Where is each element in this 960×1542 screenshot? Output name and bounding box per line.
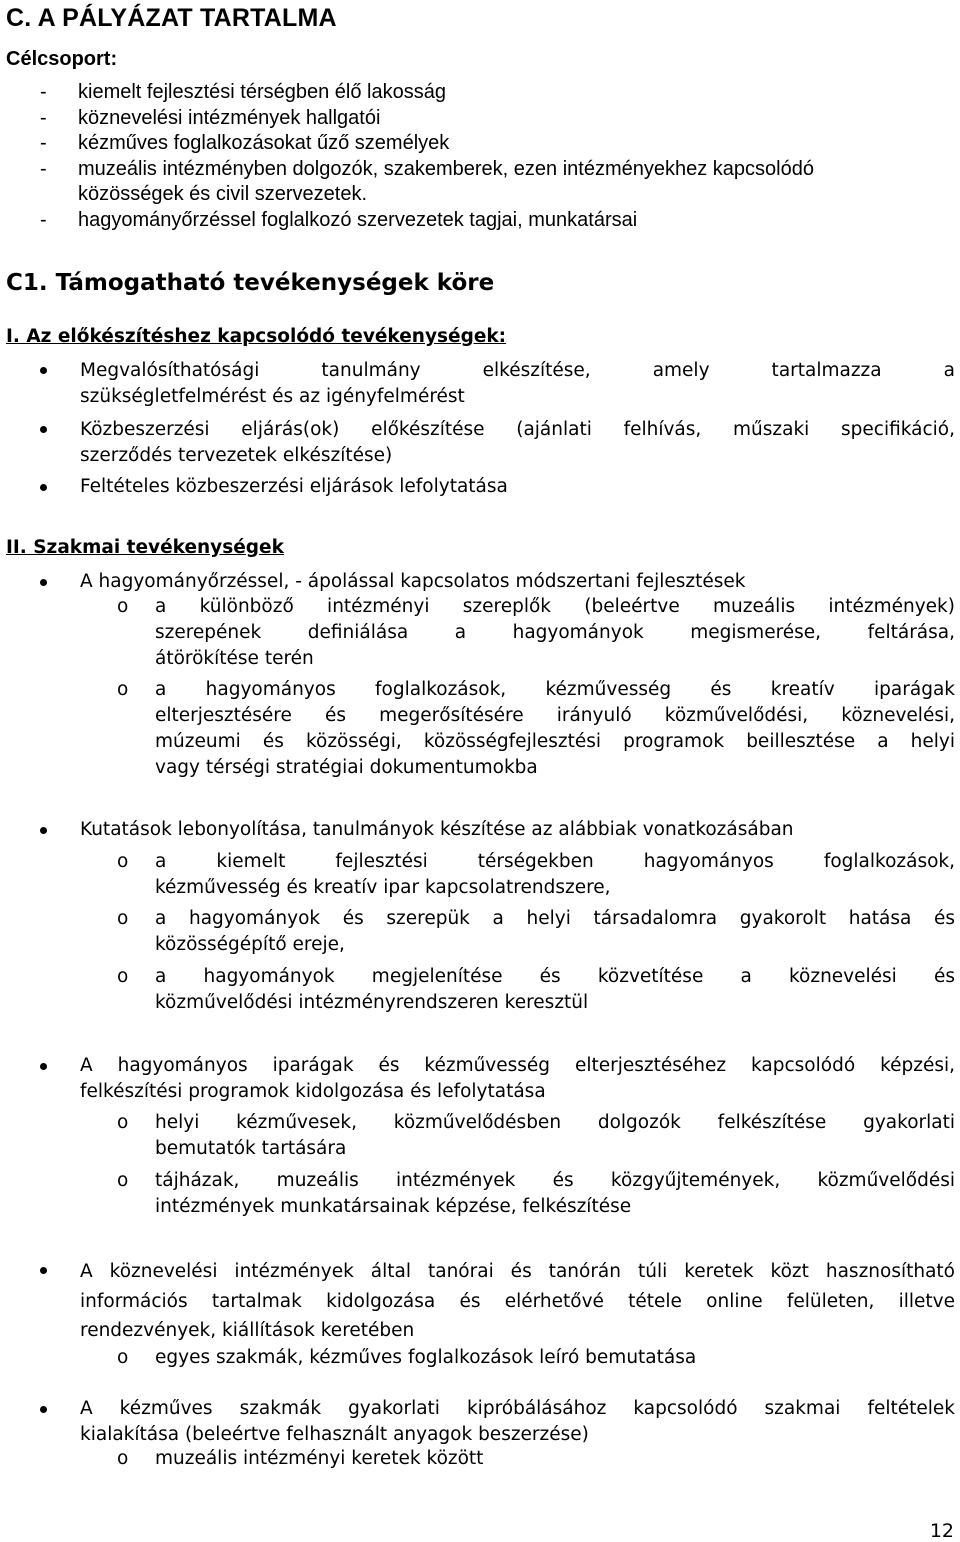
sub-bullet-marker: o	[117, 1347, 129, 1368]
target-group-label: Célcsoport:	[6, 48, 118, 70]
list-item-text: kiemelt fejlesztési térségben élő lakosság	[78, 81, 446, 103]
text-line: A hagyományos iparágak és kézművesség elterjesztéséhez kapcsolódó képzési,	[80, 1055, 955, 1076]
list-item-text: közösségek és civil szervezetek.	[78, 183, 368, 205]
section-2-title: II. Szakmai tevékenységek	[6, 537, 284, 558]
list-item	[40, 208, 960, 234]
text-line: A hagyományőrzéssel, - ápolással kapcsolatos módszertani fejlesztések	[80, 571, 746, 592]
text-line: intézmények munkatársainak képzése, felkészítése	[155, 1196, 632, 1217]
text-line: kézművesség és kreatív ipar kapcsolatrendszere,	[155, 877, 611, 898]
bullet-text	[80, 817, 955, 843]
sub-bullet-marker: o	[117, 851, 129, 872]
page-number: 12	[929, 1520, 954, 1542]
list-item-text: hagyományőrzéssel foglalkozó szervezetek tagjai, munkatársai	[78, 208, 638, 231]
sub-item-text	[155, 906, 955, 958]
text-line: bemutatók tartására	[155, 1138, 347, 1159]
bullet-text	[80, 1257, 955, 1346]
list-item-text: muzeális intézményben dolgozók, szakemberek, ezen intézményekhez kapcsolódó	[78, 157, 814, 180]
text-line: Feltételes közbeszerzési eljárások lefolytatása	[80, 476, 508, 497]
list-item-text: kézműves foglalkozásokat űző személyek	[78, 132, 450, 154]
sub-bullet-marker: o	[117, 1448, 129, 1469]
text-line: szükségletfelmérést és az igényfelmérést	[80, 386, 465, 407]
bullet-icon	[40, 1406, 47, 1413]
text-line: közösségépítő ereje,	[155, 934, 345, 955]
bullet-text	[80, 417, 955, 469]
sub-item-text	[155, 1446, 955, 1472]
list-item	[40, 131, 960, 157]
bullet-icon	[40, 484, 47, 491]
target-group-list	[40, 80, 960, 233]
text-line: szerződés tervezetek elkészítése)	[80, 445, 393, 466]
text-line: A köznevelési intézmények által tanórai és tanórán túli keretek közt hasznosítható	[80, 1261, 955, 1282]
text-line: információs tartalmak kidolgozása és elérhetővé tétele online felületen, illetve	[80, 1290, 955, 1312]
sub-item-text	[155, 594, 955, 672]
text-line: átörökítése terén	[155, 648, 314, 669]
text-line: kialakítása (beleértve felhasznált anyagok beszerzése)	[80, 1424, 589, 1445]
bullet-text	[80, 358, 955, 410]
text-line: a különböző intézményi szereplők (beleértve muzeális intézmények)	[155, 596, 955, 617]
sub-item-text	[155, 964, 955, 1016]
bullet-icon	[40, 367, 47, 374]
text-line: Kutatások lebonyolítása, tanulmányok készítése az alábbiak vonatkozásában	[80, 819, 794, 840]
bullet-text	[80, 569, 955, 595]
text-line: rendezvények, kiállítások keretében	[80, 1320, 415, 1341]
section-1-title: I. Az előkészítéshez kapcsolódó tevékenységek:	[6, 326, 507, 347]
text-line: vagy térségi stratégiai dokumentumokba	[155, 757, 538, 778]
sub-bullet-marker: o	[117, 908, 129, 929]
bullet-text	[80, 474, 955, 500]
list-item	[40, 157, 960, 208]
sub-bullet-marker: o	[117, 966, 129, 987]
text-line: muzeális intézményi keretek között	[155, 1448, 484, 1469]
sub-item-text	[155, 1110, 955, 1162]
text-line: a hagyományok és szerepük a helyi társadalomra gyakorolt hatása és	[155, 908, 955, 929]
section-c1-heading: C1. Támogatható tevékenységek köre	[6, 270, 495, 296]
dash-marker: -	[40, 106, 47, 129]
dash-marker: -	[40, 132, 47, 154]
text-line: a kiemelt fejlesztési térségekben hagyományos foglalkozások,	[155, 851, 955, 872]
sub-item-text	[155, 1168, 955, 1220]
text-line: felkészítési programok kidolgozása és lefolytatása	[80, 1081, 546, 1102]
text-line: szerepének definiálása a hagyományok megismerése, feltárása,	[155, 622, 955, 643]
text-line: közművelődési intézményrendszeren keresztül	[155, 992, 589, 1013]
text-line: helyi kézművesek, közművelődésben dolgozók felkészítése gyakorlati	[155, 1112, 955, 1133]
bullet-text	[80, 1396, 955, 1448]
bullet-icon	[40, 827, 47, 834]
bullet-icon	[40, 579, 47, 586]
dash-marker: -	[40, 157, 47, 180]
sub-bullet-marker: o	[117, 679, 129, 700]
bullet-icon	[40, 1267, 47, 1274]
text-line: egyes szakmák, kézműves foglalkozások leíró bemutatása	[155, 1347, 697, 1368]
text-line: a hagyományok megjelenítése és közvetítése a köznevelési és	[155, 966, 955, 987]
text-line: tájházak, muzeális intézmények és közgyűjtemények, közművelődési	[155, 1170, 955, 1191]
list-item	[40, 106, 960, 132]
dash-marker: -	[40, 208, 47, 231]
page-heading: C. A PÁLYÁZAT TARTALMA	[6, 4, 337, 32]
sub-item-text	[155, 677, 955, 781]
text-line: Megvalósíthatósági tanulmány elkészítése, amely tartalmazza a	[80, 360, 955, 381]
list-item-text: köznevelési intézmények hallgatói	[78, 106, 381, 129]
sub-item-text	[155, 849, 955, 901]
bullet-icon	[40, 426, 47, 433]
sub-item-text	[155, 1345, 955, 1371]
bullet-icon	[40, 1063, 47, 1070]
sub-bullet-marker: o	[117, 1170, 129, 1191]
dash-marker: -	[40, 81, 47, 103]
text-line: Közbeszerzési eljárás(ok) előkészítése (ajánlati felhívás, műszaki specifikáció,	[80, 419, 955, 440]
sub-bullet-marker: o	[117, 1112, 129, 1133]
text-line: A kézműves szakmák gyakorlati kipróbálásához kapcsolódó szakmai feltételek	[80, 1398, 955, 1419]
text-line: elterjesztésére és megerősítésére irányuló közművelődési, köznevelési,	[155, 705, 955, 726]
bullet-text	[80, 1053, 955, 1105]
sub-bullet-marker: o	[117, 596, 129, 617]
text-line: a hagyományos foglalkozások, kézművesség és kreatív iparágak	[155, 679, 955, 700]
text-line: múzeumi és közösségi, közösségfejlesztési programok beillesztése a helyi	[155, 731, 955, 752]
list-item	[40, 80, 960, 106]
